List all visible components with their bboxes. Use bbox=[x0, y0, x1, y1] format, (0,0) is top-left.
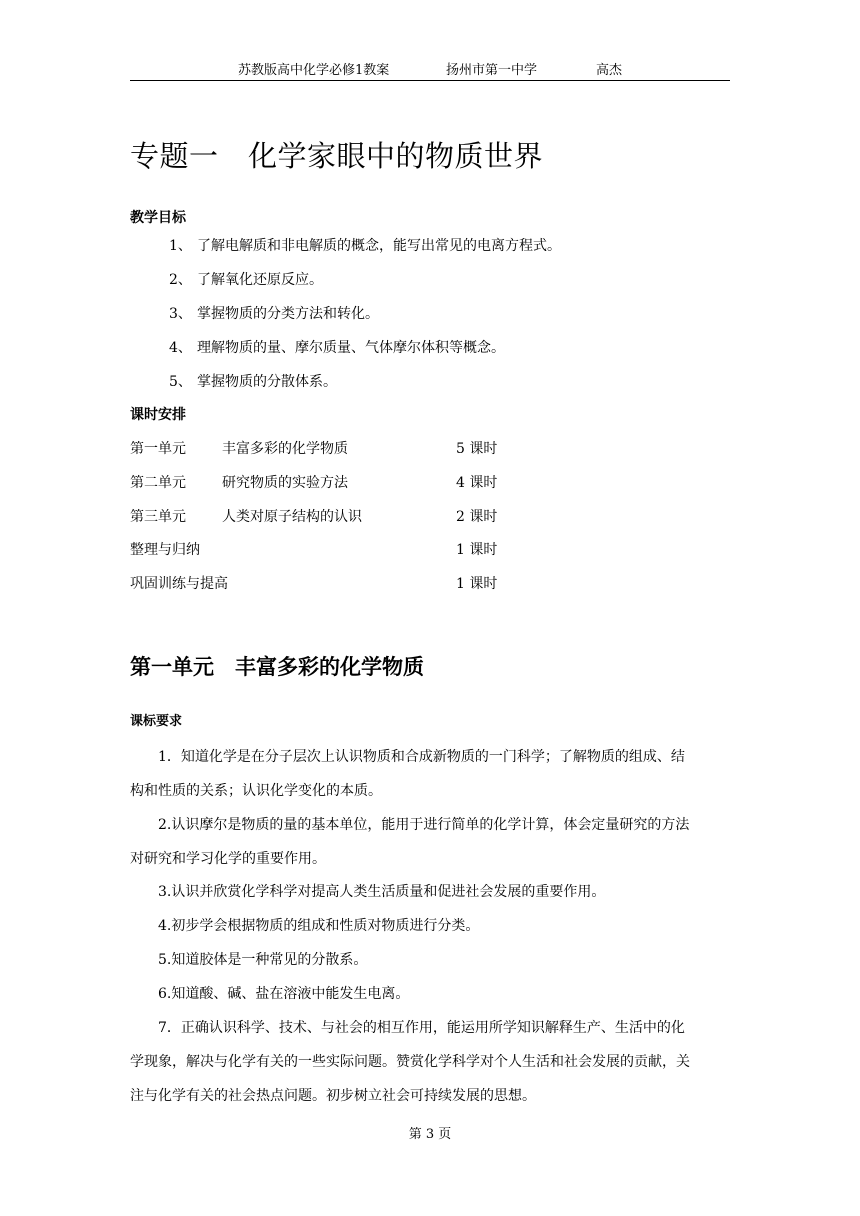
schedule-row bbox=[130, 540, 730, 560]
unit-title: 第一单元 丰富多彩的化学物质 bbox=[130, 655, 424, 679]
objective-text: 理解物质的量、摩尔质量、气体摩尔体积等概念。 bbox=[197, 340, 505, 356]
schedule-hours: 1 课时 bbox=[456, 576, 498, 592]
schedule-unit: 巩固训练与提高 bbox=[130, 576, 228, 592]
requirement-line: 5.知道胶体是一种常见的分散系。 bbox=[158, 952, 368, 968]
page-header bbox=[130, 62, 730, 80]
page-number: 第 3 页 bbox=[408, 1127, 452, 1142]
document-title: 专题一 化学家眼中的物质世界 bbox=[130, 139, 544, 173]
objective-text: 了解电解质和非电解质的概念，能写出常见的电离方程式。 bbox=[197, 238, 561, 254]
schedule-row bbox=[130, 473, 730, 493]
requirement-line: 学现象，解决与化学有关的一些实际问题。赞赏化学科学对个人生活和社会发展的贡献，关 bbox=[130, 1054, 690, 1070]
schedule-hours: 1 课时 bbox=[456, 542, 498, 558]
requirement-line: 3.认识并欣赏化学科学对提高人类生活质量和促进社会发展的重要作用。 bbox=[158, 884, 606, 900]
schedule-unit: 第二单元 bbox=[130, 475, 186, 491]
header-rule bbox=[130, 80, 730, 81]
schedule-unit: 整理与归纳 bbox=[130, 542, 200, 558]
objective-text: 掌握物质的分类方法和转化。 bbox=[197, 306, 379, 322]
requirement-line: 7．正确认识科学、技术、与社会的相互作用，能运用所学知识解释生产、生活中的化 bbox=[158, 1020, 685, 1036]
schedule-row bbox=[130, 439, 730, 459]
header-school: 扬州市第一中学 bbox=[446, 63, 538, 78]
schedule-topic: 丰富多彩的化学物质 bbox=[222, 441, 348, 457]
header-book-title: 苏教版高中化学必修1教案 bbox=[238, 63, 390, 78]
schedule-topic: 研究物质的实验方法 bbox=[222, 475, 348, 491]
schedule-unit: 第一单元 bbox=[130, 441, 186, 457]
requirement-line: 2.认识摩尔是物质的量的基本单位，能用于进行简单的化学计算，体会定量研究的方法 bbox=[158, 817, 690, 833]
requirements-heading: 课标要求 bbox=[130, 714, 183, 729]
objective-number: 4、 bbox=[169, 340, 192, 356]
objective-number: 5、 bbox=[169, 374, 192, 390]
schedule-heading: 课时安排 bbox=[130, 407, 186, 423]
schedule-hours: 5 课时 bbox=[456, 441, 498, 457]
schedule-hours: 2 课时 bbox=[456, 509, 498, 525]
header-author: 高杰 bbox=[596, 63, 623, 78]
objective-item bbox=[169, 270, 323, 290]
objectives-heading: 教学目标 bbox=[130, 210, 186, 226]
objective-item bbox=[169, 236, 561, 256]
objective-number: 1、 bbox=[169, 238, 192, 254]
requirement-line: 对研究和学习化学的重要作用。 bbox=[130, 851, 326, 867]
objective-text: 掌握物质的分散体系。 bbox=[197, 374, 337, 390]
requirement-line: 注与化学有关的社会热点问题。初步树立社会可持续发展的思想。 bbox=[130, 1088, 536, 1104]
requirement-line: 4.初步学会根据物质的组成和性质对物质进行分类。 bbox=[158, 918, 480, 934]
schedule-row bbox=[130, 507, 730, 527]
requirement-line: 构和性质的关系；认识化学变化的本质。 bbox=[130, 783, 382, 799]
schedule-unit: 第三单元 bbox=[130, 509, 186, 525]
objective-item bbox=[169, 372, 337, 392]
schedule-topic: 人类对原子结构的认识 bbox=[222, 509, 362, 525]
objective-text: 了解氧化还原反应。 bbox=[197, 272, 323, 288]
objective-number: 2、 bbox=[169, 272, 192, 288]
requirement-line: 1．知道化学是在分子层次上认识物质和合成新物质的一门科学；了解物质的组成、结 bbox=[158, 749, 685, 765]
objective-item bbox=[169, 304, 379, 324]
objective-item bbox=[169, 338, 505, 358]
objective-number: 3、 bbox=[169, 306, 192, 322]
schedule-hours: 4 课时 bbox=[456, 475, 498, 491]
requirement-line: 6.知道酸、碱、盐在溶液中能发生电离。 bbox=[158, 986, 410, 1002]
schedule-row bbox=[130, 574, 730, 594]
